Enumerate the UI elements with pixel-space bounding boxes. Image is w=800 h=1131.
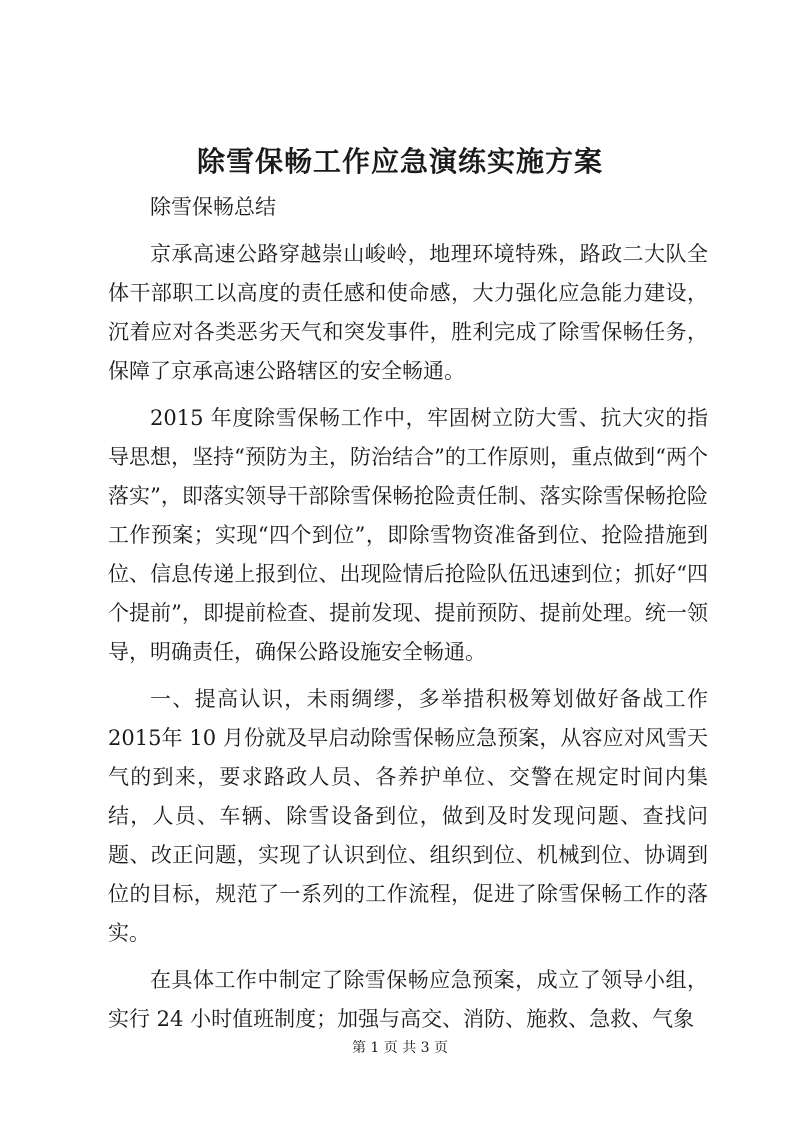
paragraph: 2015 年度除雪保畅工作中，牢固树立防大雪、抗大灾的指导思想，坚持“预防为主，防治结合”的工作原则，重点做到“两个落实”，即落实领导干部除雪保畅抢险责任制、落实除雪保畅抢险工作预案；实现“四个到位”，即除雪物资准备到位、抢险措施到位、信息传递上报到位、出现险情后抢险队伍迅速到位；抓好“四个提前”，即提前检查、提前发现、提前预防、提前处理。统一领导，明确责任，确保公路设施安全畅通。 — [108, 406, 708, 664]
paragraph: 一、提高认识，未雨绸缪，多举措积极筹划做好备战工作2015年 10 月份就及早启动除雪保畅应急预案，从容应对风雪天气的到来，要求路政人员、各养护单位、交警在规定时间内集结，人员、车辆、除雪设备到位，做到及时发现问题、查找问题、改正问题，实现了认识到位、组织到位、机械到位、协调到位的目标，规范了一系列的工作流程，促进了除雪保畅工作的落实。 — [108, 687, 708, 945]
paragraph-heading: 除雪保畅总结 — [150, 195, 276, 219]
paragraph: 在具体工作中制定了除雪保畅应急预案，成立了领导小组，实行 24 小时值班制度；加强与高交、消防、施救、急救、气象 — [108, 968, 708, 1031]
page-footer: 第 1 页 共 3 页 — [351, 1040, 449, 1056]
paragraph: 京承高速公路穿越崇山峻岭，地理环境特殊，路政二大队全体干部职工以高度的责任感和使命感，大力强化应急能力建设，沉着应对各类恶劣天气和突发事件，胜利完成了除雪保畅任务，保障了京承高速公路辖区的安全畅通。 — [108, 242, 708, 383]
document-title: 除雪保畅工作应急演练实施方案 — [196, 145, 603, 178]
document-body — [108, 188, 708, 1047]
